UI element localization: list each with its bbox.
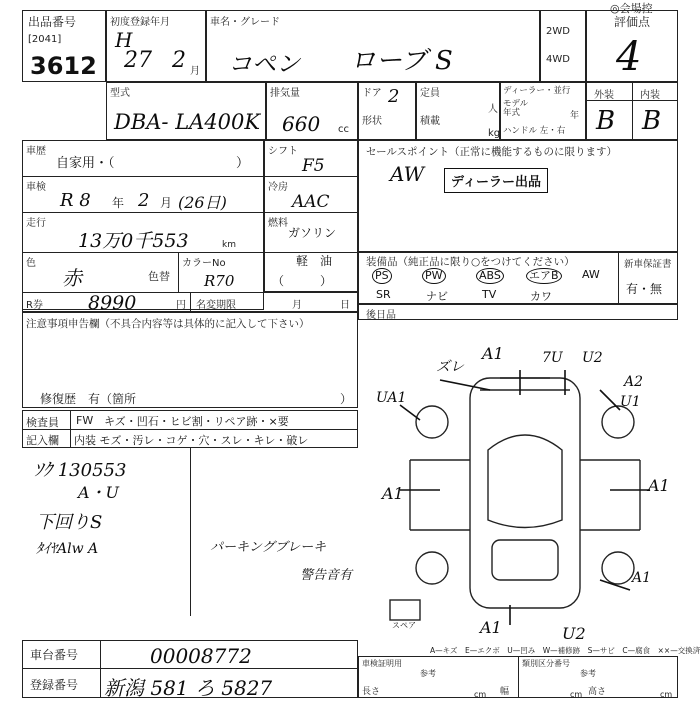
inspector-label2: 記入欄: [26, 434, 59, 447]
drive-2wd: 2WD: [546, 26, 570, 37]
eq-abs: ABS: [476, 268, 504, 284]
insp-day: (26日): [178, 193, 227, 212]
load-label: 積載: [420, 116, 440, 127]
mark-a1-right: A1: [648, 476, 670, 495]
inspector-label1: 検査員: [26, 416, 59, 429]
recycle-label: R券: [26, 300, 43, 311]
car-diagram: [370, 350, 680, 630]
first-reg-label: 初度登録年月: [110, 17, 170, 28]
eq-leather: カワ: [530, 290, 552, 303]
dealer-label: ディーラー・並行: [503, 86, 571, 96]
mark-a1-rear-right: A1: [632, 570, 652, 586]
mark-a1-top: A1: [482, 344, 504, 363]
width-label: 幅: [500, 687, 510, 697]
insp-year-unit: 年: [112, 196, 125, 210]
insp-month-unit: 月: [160, 196, 173, 210]
color-label: 色: [26, 258, 36, 269]
int-grade: B: [642, 106, 662, 136]
eq-aw: AW: [582, 268, 600, 281]
cm-1: cm: [474, 690, 487, 699]
class-sub: 参考: [580, 669, 596, 678]
lot-label: 出品番号: [28, 15, 77, 29]
recycle-unit: 円: [176, 300, 186, 311]
int-label: 内装: [640, 90, 660, 101]
venue-copy: ◎会場控: [610, 2, 653, 15]
note-1: ｿｸ 130553: [34, 460, 127, 481]
reg-year: 27: [124, 48, 152, 73]
eq-airbag: エアB: [526, 268, 562, 284]
fuel-diesel: 軽 油: [296, 254, 333, 268]
owner-day: 日: [340, 300, 350, 311]
inspector-line1: キズ・凹石・ヒビ割・リペア跡・×要: [104, 415, 289, 428]
later-box: [358, 304, 678, 320]
recycle: 8990: [88, 292, 137, 314]
length-label: 長さ: [362, 687, 381, 697]
owner-month: 月: [292, 300, 302, 311]
eq-navi: ナビ: [426, 290, 448, 303]
year-unit: 年: [570, 111, 580, 121]
mark-u2-bottom: U2: [562, 624, 586, 643]
damage-legend: A—キズ E—エクボ U—凹み W—補修跡 S—サビ C—腐食 ××—交換済: [430, 646, 700, 655]
inspection-label: 車検: [26, 182, 46, 193]
ext-label: 外装: [594, 90, 614, 101]
usage: 自家用・（: [56, 156, 115, 171]
mark-7u: 7U: [542, 350, 563, 366]
chassis-label: 車台番号: [30, 648, 79, 662]
model-year-label: モデル 年式: [503, 99, 529, 118]
note-2: A・U: [78, 483, 120, 502]
name-label: 車名・グレード: [210, 17, 280, 28]
score: 4: [616, 34, 642, 80]
score-label: 評価点: [614, 15, 651, 29]
inspector-line2: 内装 モズ・汚レ・コゲ・穴・スレ・キレ・破レ: [74, 434, 309, 447]
reg-month: 2: [172, 48, 186, 73]
insp-month: 2: [138, 190, 150, 211]
color: 赤: [62, 266, 82, 290]
cert-label: 車検証明用: [362, 659, 402, 668]
note-4: ﾀｲﾔAlw A: [36, 541, 99, 557]
height-label: 高さ: [588, 687, 607, 697]
mark-a2: A2: [624, 374, 644, 390]
car-name: コペン: [228, 50, 300, 78]
repair-label: 修復歴 有（箇所: [40, 392, 137, 406]
model-code: DBA- LA400K: [114, 110, 261, 134]
mark-ua1: UA1: [376, 390, 407, 406]
inspector-fw: FW: [76, 414, 94, 427]
owner-label: 名変期限: [196, 300, 236, 311]
dealer-stamp: ディーラー出品: [444, 168, 548, 193]
warranty: 有・無: [626, 282, 663, 296]
era: H: [115, 28, 133, 52]
fuel-gas: ガソリン: [288, 226, 337, 240]
displacement: 660: [282, 112, 321, 136]
note-6: 警告音有: [300, 568, 353, 583]
color-no: R70: [204, 272, 235, 290]
cm-3: cm: [660, 690, 673, 699]
usage-label: 車歴: [26, 146, 46, 157]
insp-year: R 8: [60, 190, 91, 211]
eq-tv: TV: [482, 288, 497, 301]
class-label: 類別区分番号: [522, 659, 570, 668]
fuel-label: 燃料: [268, 218, 288, 229]
damage-lines: [400, 370, 650, 625]
reg-number: 新潟 581 ろ 5827: [104, 676, 273, 700]
cert-sub: 参考: [420, 669, 436, 678]
eq-sr: SR: [376, 288, 391, 301]
mark-u2-top: U2: [582, 350, 603, 366]
drive-box: [540, 10, 586, 82]
shape-label: 形状: [362, 116, 382, 127]
ac-label: 冷房: [268, 182, 288, 193]
drive-4wd: 4WD: [546, 54, 570, 65]
lot-number: 3612: [30, 52, 97, 80]
doors-label: ドア: [362, 88, 382, 99]
mileage-label: 走行: [26, 218, 46, 229]
capacity-unit: 人: [488, 104, 498, 115]
color-no-label: カラーNo: [182, 258, 226, 269]
sales-label: セールスポイント（正常に機能するものに限ります）: [366, 146, 618, 158]
cm-2: cm: [570, 690, 583, 699]
lot-sub: [2041]: [28, 34, 62, 45]
new-car-label: 新車保証書: [624, 259, 672, 270]
reg-label: 登録番号: [30, 678, 79, 692]
repair-close: ）: [340, 392, 353, 406]
doors: 2: [388, 86, 400, 107]
handle-label: ハンドル 左・右: [503, 126, 566, 136]
chassis-number: 00008772: [150, 644, 252, 668]
car-outline: [390, 378, 640, 620]
reg-month-unit: 月: [190, 66, 200, 77]
load-unit: kg: [488, 128, 501, 139]
ac: AAC: [292, 192, 330, 212]
equipment-label: 装備品（純正品に限り○をつけてください）: [366, 256, 575, 268]
fuel-paren: （ ）: [272, 274, 333, 288]
eq-ps: PS: [372, 268, 392, 284]
model-label: 型式: [110, 88, 130, 99]
sales-aw: AW: [390, 162, 425, 186]
mark-a1-left: A1: [382, 484, 404, 503]
note-3: 下回りS: [36, 512, 103, 533]
mileage-unit: km: [222, 240, 236, 250]
shift: F5: [302, 156, 325, 176]
shift-label: シフト: [268, 146, 298, 157]
notes-label: 注意事項申告欄（不具合内容等は具体的に記入して下さい）: [26, 318, 310, 330]
disp-unit: cc: [338, 124, 349, 135]
mileage: 13万0千553: [78, 230, 189, 252]
color-change-label: 色替: [148, 270, 170, 283]
mark-u1: U1: [620, 394, 641, 410]
disp-label: 排気量: [270, 88, 300, 99]
usage-close: ）: [236, 156, 250, 171]
spare-label: スペア: [392, 621, 416, 630]
mark-zure: ズレ: [436, 359, 464, 375]
note-5: パーキングブレーキ: [210, 540, 327, 555]
mark-a1-bottom: A1: [480, 618, 502, 637]
eq-pw: PW: [422, 268, 446, 284]
car-grade: ローブ S: [350, 46, 453, 76]
later-label: 後日品: [366, 310, 396, 321]
capacity-label: 定員: [420, 88, 440, 99]
ext-grade: B: [596, 106, 616, 136]
